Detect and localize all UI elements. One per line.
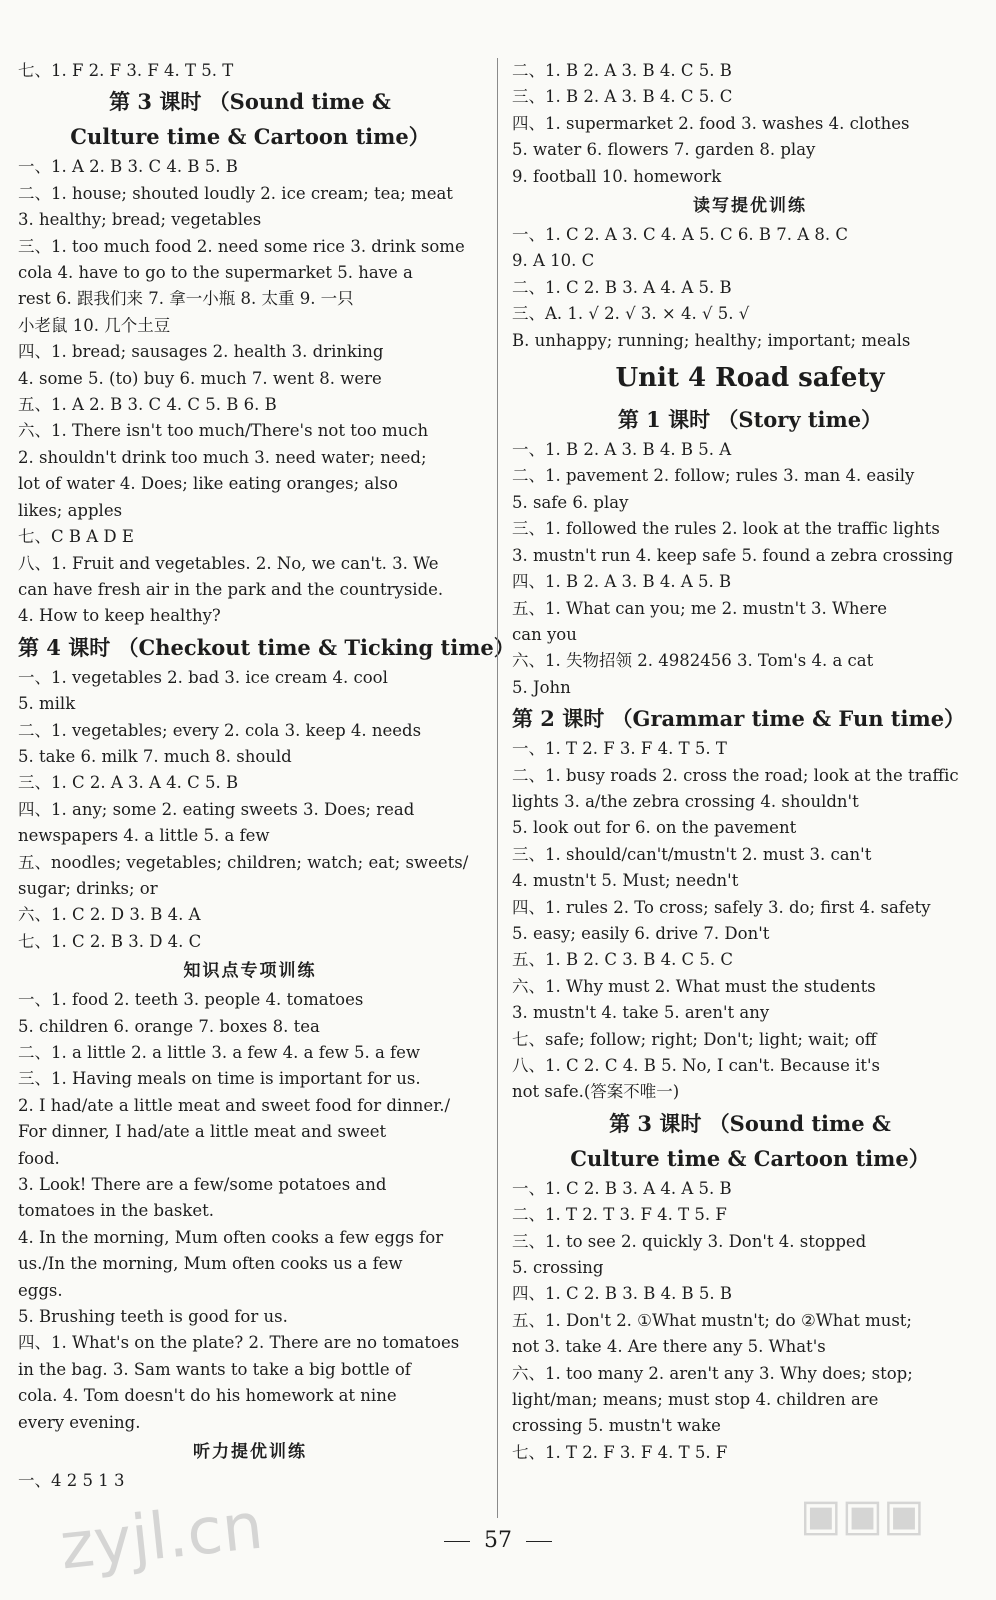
answer-line: 5. John — [512, 677, 571, 697]
answer-line: 六、1. There isn't too much/There's not too much — [18, 421, 429, 441]
section-heading: Culture time & Cartoon time） — [70, 124, 430, 150]
answer-line: rest 6. 跟我们来 7. 拿一小瓶 8. 太重 9. 一只 — [18, 289, 354, 309]
answer-line: lights 3. a/the zebra crossing 4. shouldn't — [512, 791, 859, 811]
answer-line: 五、1. What can you; me 2. mustn't 3. Where — [512, 598, 887, 618]
answer-line: 4. In the morning, Mum often cooks a few eggs for — [18, 1227, 444, 1247]
answer-line: 五、1. Don't 2. ①What mustn't; do ②What must; — [512, 1310, 912, 1330]
answer-line: in the bag. 3. Sam wants to take a big bottle of — [18, 1359, 411, 1379]
answer-line: 三、1. too much food 2. need some rice 3. drink some — [18, 236, 465, 256]
answer-line: can have fresh air in the park and the countryside. — [18, 579, 444, 599]
answer-line: 四、1. C 2. B 3. B 4. B 5. B — [512, 1284, 733, 1304]
answer-line: can you — [512, 624, 577, 644]
answer-line: 七、1. F 2. F 3. F 4. T 5. T — [18, 61, 234, 80]
answer-line: 四、1. supermarket 2. food 3. washes 4. clothes — [512, 113, 910, 133]
answer-line: sugar; drinks; or — [18, 878, 158, 898]
answer-line: 二、1. pavement 2. follow; rules 3. man 4. easily — [512, 466, 915, 486]
answer-line: tomatoes in the basket. — [18, 1201, 215, 1221]
answer-line: 三、1. to see 2. quickly 3. Don't 4. stopped — [512, 1231, 867, 1251]
answer-line: 一、1. T 2. F 3. F 4. T 5. T — [512, 739, 727, 759]
answer-line: 5. water 6. flowers 7. garden 8. play — [512, 140, 816, 160]
section-heading: 第 1 课时 （Story time） — [617, 407, 883, 433]
answer-line: 5. easy; easily 6. drive 7. Don't — [512, 923, 770, 943]
answer-line: 三、1. followed the rules 2. look at the traffic lights — [512, 519, 940, 539]
answer-line: 一、4 2 5 1 3 — [18, 1471, 125, 1491]
answer-line: 六、1. too many 2. aren't any 3. Why does; stop; — [512, 1363, 913, 1383]
left-column — [18, 58, 515, 1495]
answer-line: not 3. take 4. Are there any 5. What's — [512, 1337, 826, 1357]
answer-line: 四、1. bread; sausages 2. health 3. drinking — [18, 342, 384, 362]
answer-line: lot of water 4. Does; like eating oranges; also — [18, 474, 398, 494]
column-divider — [497, 58, 498, 1518]
answer-line: 9. football 10. homework — [512, 166, 722, 186]
answer-line: likes; apples — [18, 500, 123, 520]
watermark-site: zyjl.cn — [56, 1489, 267, 1585]
answer-line: 2. I had/ate a little meat and sweet food for dinner./ — [18, 1095, 451, 1115]
answer-line: 二、1. vegetables; every 2. cola 3. keep 4. needs — [18, 720, 422, 740]
answer-line: For dinner, I had/ate a little meat and sweet — [18, 1122, 387, 1142]
answer-line: 5. Brushing teeth is good for us. — [18, 1307, 288, 1327]
answer-line: 三、A. 1. √ 2. √ 3. × 4. √ 5. √ — [512, 304, 750, 324]
answer-line: 七、1. T 2. F 3. F 4. T 5. F — [512, 1442, 728, 1462]
answer-line: 二、1. house; shouted loudly 2. ice cream; tea; meat — [18, 183, 453, 203]
answer-line: 二、1. B 2. A 3. B 4. C 5. B — [512, 61, 732, 80]
answer-line: 二、1. C 2. B 3. A 4. A 5. B — [512, 277, 732, 297]
answer-line: 五、1. A 2. B 3. C 4. C 5. B 6. B — [18, 395, 277, 415]
answer-line: 六、1. Why must 2. What must the students — [512, 976, 876, 996]
section-heading: Unit 4 Road safety — [615, 363, 885, 394]
answer-line: 八、1. Fruit and vegetables. 2. No, we can't. 3. We — [18, 553, 439, 573]
answer-line: 5. safe 6. play — [512, 492, 629, 512]
answer-line: 2. shouldn't drink too much 3. need water; need; — [18, 447, 427, 467]
answer-line: 4. mustn't 5. Must; needn't — [512, 871, 739, 891]
answer-line: crossing 5. mustn't wake — [512, 1416, 721, 1436]
answer-line: every evening. — [18, 1412, 141, 1432]
answer-line: 一、1. A 2. B 3. C 4. B 5. B — [18, 157, 238, 177]
answer-line: 一、1. C 2. B 3. A 4. A 5. B — [512, 1178, 732, 1198]
answer-line: 七、safe; follow; right; Don't; light; wait; off — [512, 1029, 877, 1049]
answer-line: cola. 4. Tom doesn't do his homework at nine — [18, 1386, 397, 1406]
answer-line: B. unhappy; running; healthy; important; meals — [512, 330, 911, 350]
answer-line: 3. mustn't 4. take 5. aren't any — [512, 1003, 770, 1023]
section-heading: 听力提优训练 — [193, 1442, 307, 1463]
answer-line: us./In the morning, Mum often cooks us a few — [18, 1254, 403, 1274]
footer-dash-left — [444, 1541, 470, 1542]
answer-line: 9. A 10. C — [512, 251, 595, 271]
section-heading: 第 4 课时 （Checkout time & Ticking time） — [18, 634, 515, 660]
section-heading: Culture time & Cartoon time） — [570, 1145, 930, 1171]
answer-line: light/man; means; must stop 4. children are — [512, 1390, 879, 1410]
answer-line: 一、1. vegetables 2. bad 3. ice cream 4. cool — [18, 667, 388, 687]
answer-line: 二、1. busy roads 2. cross the road; look at the traffic — [512, 765, 959, 785]
watermark-logo: ▣▣▣ — [800, 1490, 925, 1541]
answer-line: newspapers 4. a little 5. a few — [18, 826, 270, 846]
answer-line: 七、1. C 2. B 3. D 4. C — [18, 931, 202, 951]
answer-line: 四、1. rules 2. To cross; safely 3. do; first 4. safety — [512, 897, 931, 917]
answer-line: 三、1. B 2. A 3. B 4. C 5. C — [512, 87, 733, 107]
answer-line: 七、C B A D E — [18, 527, 134, 547]
answer-line: 4. How to keep healthy? — [18, 606, 221, 626]
footer-dash-right — [526, 1541, 552, 1542]
answer-line: 一、1. food 2. teeth 3. people 4. tomatoes — [18, 990, 364, 1010]
answer-line: 5. crossing — [512, 1258, 604, 1278]
answer-line: 小老鼠 10. 几个土豆 — [18, 315, 171, 335]
answer-line: 三、1. C 2. A 3. A 4. C 5. B — [18, 773, 239, 793]
section-heading: 知识点专项训练 — [183, 961, 317, 982]
answer-line: 5. children 6. orange 7. boxes 8. tea — [18, 1016, 320, 1036]
answer-line: eggs. — [18, 1280, 63, 1300]
answer-line: 二、1. T 2. T 3. F 4. T 5. F — [512, 1205, 727, 1225]
section-heading: 第 3 课时 （Sound time & — [609, 1110, 891, 1136]
answer-line: 5. look out for 6. on the pavement — [512, 818, 797, 838]
answer-line: not safe.(答案不唯一) — [512, 1082, 680, 1102]
answer-line: 5. take 6. milk 7. much 8. should — [18, 746, 292, 766]
answer-line: 六、1. C 2. D 3. B 4. A — [18, 905, 201, 925]
answer-line: 八、1. C 2. C 4. B 5. No, I can't. Because it's — [512, 1056, 881, 1075]
answer-line: 三、1. Having meals on time is important for us. — [18, 1069, 421, 1089]
answer-line: 六、1. 失物招领 2. 4982456 3. Tom's 4. a cat — [512, 651, 874, 671]
section-heading: 第 3 课时 （Sound time & — [109, 89, 391, 115]
answer-line: 二、1. a little 2. a little 3. a few 4. a few 5. a few — [18, 1043, 421, 1062]
answer-line: 一、1. B 2. A 3. B 4. B 5. A — [512, 440, 732, 460]
page-number: 57 — [484, 1528, 512, 1553]
answer-line: 四、1. What's on the plate? 2. There are no tomatoes — [18, 1333, 460, 1353]
answer-line: 5. milk — [18, 694, 76, 714]
answer-line: 四、1. any; some 2. eating sweets 3. Does; read — [18, 799, 415, 819]
answer-line: 五、1. B 2. C 3. B 4. C 5. C — [512, 950, 734, 970]
right-column — [512, 58, 988, 1466]
answer-line: 三、1. should/can't/mustn't 2. must 3. can't — [512, 844, 872, 864]
answer-line: 3. healthy; bread; vegetables — [18, 210, 262, 230]
answer-line: 四、1. B 2. A 3. B 4. A 5. B — [512, 572, 732, 592]
answer-line: 4. some 5. (to) buy 6. much 7. went 8. were — [18, 368, 382, 388]
answer-line: 3. mustn't run 4. keep safe 5. found a zebra crossing — [512, 545, 954, 565]
section-heading: 读写提优训练 — [693, 196, 807, 217]
answer-line: 3. Look! There are a few/some potatoes and — [18, 1175, 387, 1195]
section-heading: 第 2 课时 （Grammar time & Fun time） — [512, 706, 966, 732]
answer-line: food. — [18, 1148, 60, 1168]
answer-line: 五、noodles; vegetables; children; watch; eat; sweets/ — [18, 852, 469, 872]
answer-line: cola 4. have to go to the supermarket 5. have a — [18, 263, 413, 283]
answer-line: 一、1. C 2. A 3. C 4. A 5. C 6. B 7. A 8. C — [512, 225, 848, 245]
